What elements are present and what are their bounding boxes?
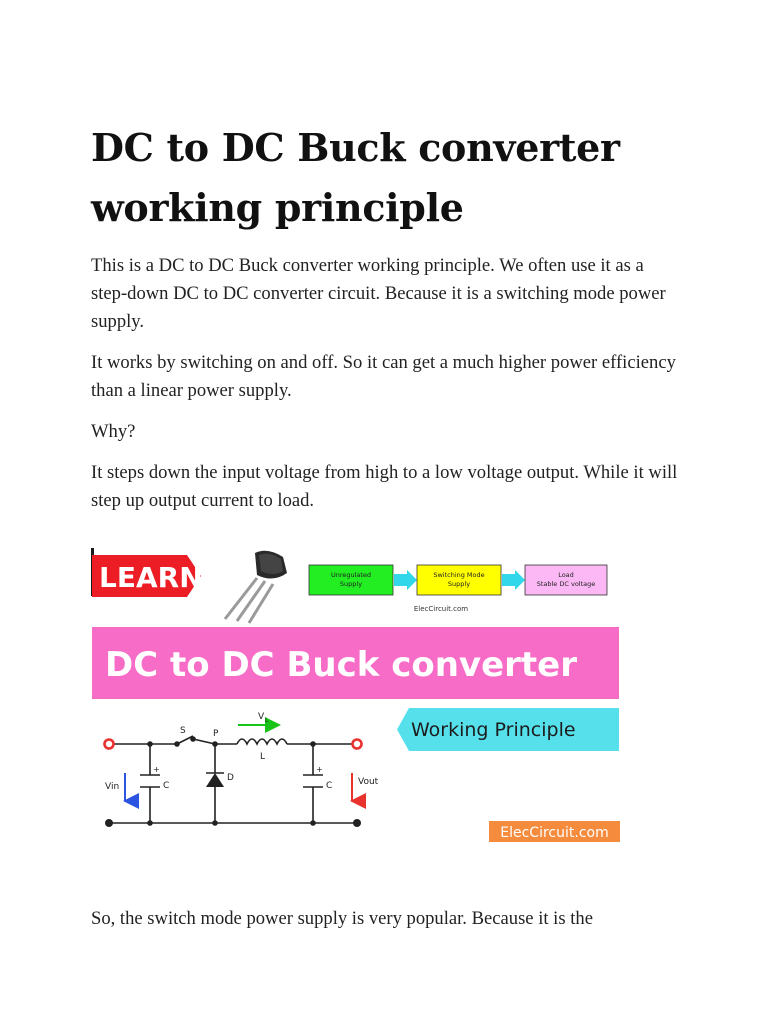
- output-positive-terminal: [353, 740, 362, 749]
- banner-title: DC to DC Buck converter: [105, 645, 577, 685]
- title-line-1: DC to DC Buck converter: [91, 125, 620, 170]
- paragraph-efficiency: It works by switching on and off. So it can get a much higher power efficiency than a linear power supply.: [91, 352, 676, 401]
- input-positive-terminal: [105, 740, 114, 749]
- subtitle-ribbon: [397, 708, 619, 751]
- block-diagram: [309, 565, 607, 613]
- svg-text:Load: Load: [558, 571, 574, 579]
- buck-converter-figure: [91, 543, 621, 845]
- learn-badge: [91, 548, 203, 597]
- paragraph-switch-mode: So, the switch mode power supply is very popular. Because it is the: [91, 908, 593, 929]
- svg-text:Stable DC voltage: Stable DC voltage: [536, 580, 596, 588]
- svg-text:C: C: [163, 781, 170, 791]
- svg-text:P: P: [213, 729, 219, 739]
- diagram-credit: ElecCircuit.com: [413, 605, 469, 613]
- svg-text:D: D: [227, 773, 234, 783]
- svg-text:Unregulated: Unregulated: [330, 571, 372, 579]
- svg-text:+: +: [153, 765, 160, 774]
- svg-text:C: C: [326, 781, 333, 791]
- arrow-right-icon: [502, 570, 525, 590]
- article-title: [91, 118, 681, 238]
- arrow-right-icon: [394, 570, 417, 590]
- transistor-icon: [225, 551, 287, 623]
- svg-text:+: +: [316, 765, 323, 774]
- paragraph-why: Why?: [91, 421, 136, 442]
- learn-text: LEARN: [99, 561, 203, 594]
- brand-text: ElecCircuit.com: [500, 825, 609, 841]
- svg-text:S: S: [180, 726, 186, 736]
- output-negative-terminal: [353, 819, 361, 827]
- banner-subtitle: Working Principle: [411, 719, 576, 741]
- paragraph-steps-down: It steps down the input voltage from high to a low voltage output. While it will step up output current to load.: [91, 462, 678, 511]
- brand-label: [489, 821, 620, 842]
- svg-text:Supply: Supply: [339, 580, 363, 588]
- svg-text:Supply: Supply: [447, 580, 471, 588]
- svg-text:Vin: Vin: [105, 782, 120, 792]
- title-line-2: working principle: [91, 185, 464, 230]
- svg-text:V: V: [258, 712, 265, 722]
- svg-text:Vout: Vout: [358, 777, 379, 787]
- svg-text:L: L: [260, 752, 266, 762]
- title-banner: [92, 627, 619, 699]
- svg-text:L: L: [265, 717, 269, 724]
- input-negative-terminal: [105, 819, 113, 827]
- svg-text:Switching Mode: Switching Mode: [433, 571, 485, 579]
- article: [91, 118, 681, 515]
- paragraph-intro: This is a DC to DC Buck converter working principle. We often use it as a step-down DC to DC converter circuit. Because it is a switching mode power supply.: [91, 255, 666, 332]
- figure-svg: [91, 543, 621, 845]
